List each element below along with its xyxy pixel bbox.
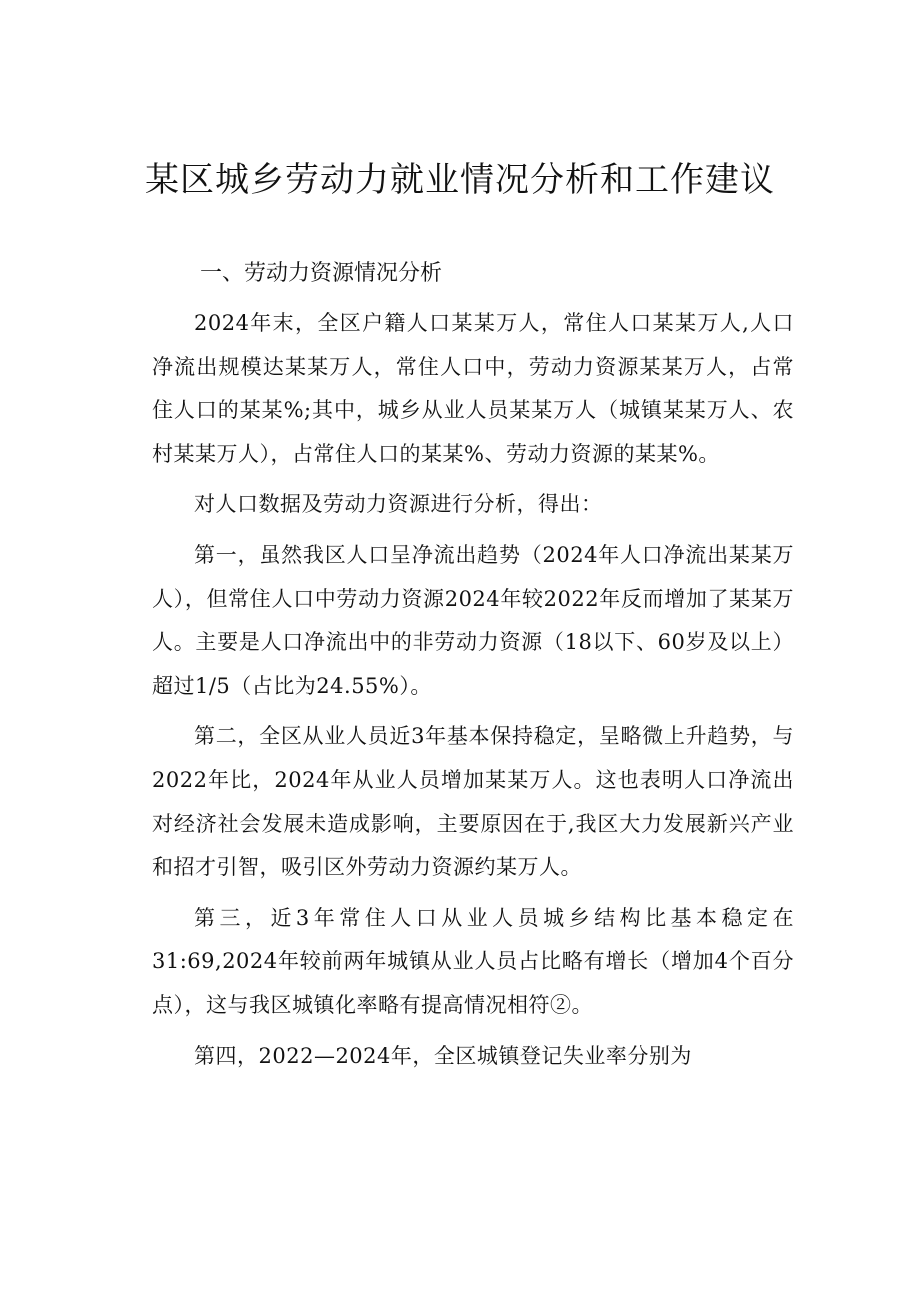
paragraph-point-two: 第二，全区从业人员近3年基本保持稳定，呈略微上升趋势，与2022年比，2024年从业人员增加某某万人。这也表明人口净流出对经济社会发展未造成影响，主要原因在于,我区大力发展新兴产业和招才引智，吸引区外劳动力资源约某万人。 [152, 724, 794, 880]
paragraph-point-one: 第一，虽然我区人口呈净流出趋势（2024年人口净流出某某万人），但常住人口中劳动力资源2024年较2022年反而增加了某某万人。主要是人口净流出中的非劳动力资源（18以下、60岁及以上）超过1/5（占比为24.55%）。 [152, 542, 794, 698]
paragraph-point-four: 第四，2022—2024年，全区城镇登记失业率分别为 [194, 1043, 692, 1068]
paragraph-analysis-intro: 对人口数据及劳动力资源进行分析，得出： [194, 492, 603, 517]
paragraph-population-summary: 2024年末，全区户籍人口某某万人，常住人口某某万人,人口净流出规模达某某万人，常住人口中，劳动力资源某某万人，占常住人口的某某%;其中，城乡从业人员某某万人（城镇某某万人、农村某某万人），占常住人口的某某%、劳动力资源的某某%。 [152, 311, 794, 466]
section-heading: 一、劳动力资源情况分析 [200, 261, 443, 286]
paragraph-point-three: 第三，近3年常住人口从业人员城乡结构比基本稳定在31:69,2024年较前两年城镇从业人员占比略有增长（增加4个百分点），这与我区城镇化率略有提高情况相符②。 [152, 905, 794, 1017]
document-body [152, 302, 794, 1085]
document-title: 某区城乡劳动力就业情况分析和工作建议 [145, 160, 775, 200]
